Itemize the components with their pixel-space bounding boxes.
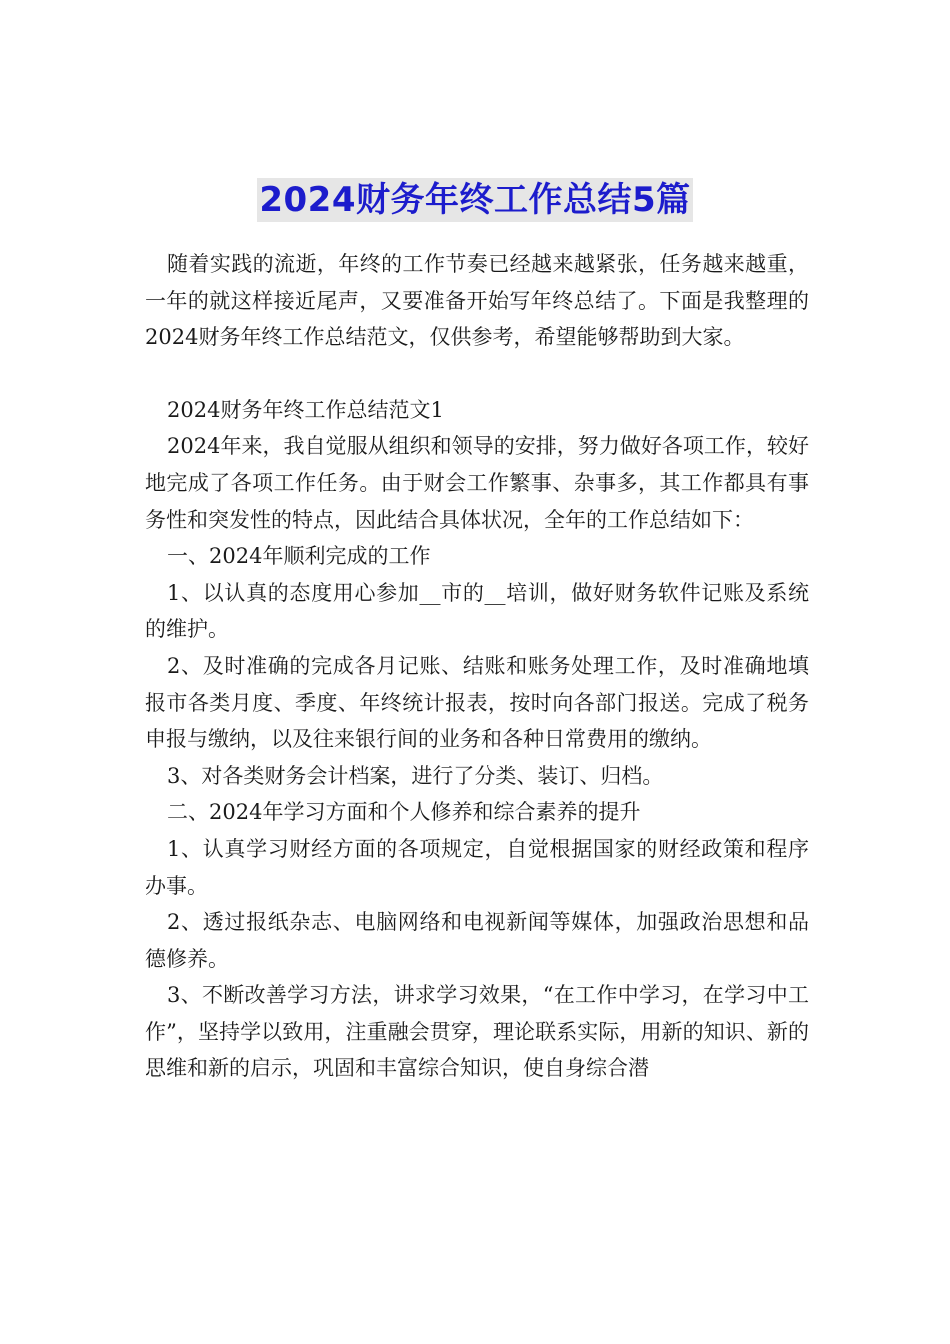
part1-heading: 一、2024年顺利完成的工作 <box>167 544 431 569</box>
document-title: 2024财务年终工作总结5篇 <box>259 180 691 220</box>
part1-item-2: 2、及时准确的完成各月记账、结账和账务处理工作，及时准确地填报市各类月度、季度、年终统计报表，按时向各部门报送。完成了税务申报与缴纳，以及往来银行间的业务和各种日常费用的缴纳。 <box>145 653 809 752</box>
part1-item-3: 3、对各类财务会计档案，进行了分类、装订、归档。 <box>167 763 664 788</box>
paragraph-spacer <box>145 356 809 392</box>
intro-paragraph: 随着实践的流逝，年终的工作节奏已经越来越紧张，任务越来越重，一年的就这样接近尾声，又要准备开始写年终总结了。下面是我整理的2024财务年终工作总结范文，仅供参考，希望能够帮助到大家。 <box>145 252 809 350</box>
document-body <box>145 246 809 1087</box>
part1-item-1: 1、以认真的态度用心参加__市的__培训，做好财务软件记账及系统的维护。 <box>145 580 809 642</box>
part2-item-2: 2、透过报纸杂志、电脑网络和电视新闻等媒体，加强政治思想和品德修养。 <box>145 910 809 971</box>
part2-item-3: 3、不断改善学习方法，讲求学习效果，“在工作中学习，在学习中工作”，坚持学以致用，注重融会贯穿，理论联系实际，用新的知识、新的思维和新的启示，巩固和丰富综合知识，使自身综合潜 <box>145 983 809 1081</box>
part2-heading: 二、2024年学习方面和个人修养和综合素养的提升 <box>167 800 641 825</box>
part2-item-1: 1、认真学习财经方面的各项规定，自觉根据国家的财经政策和程序办事。 <box>145 836 809 898</box>
title-container <box>0 178 950 222</box>
section-heading: 2024财务年终工作总结范文1 <box>167 397 444 422</box>
opening-paragraph: 2024年来，我自觉服从组织和领导的安排，努力做好各项工作，较好地完成了各项工作任务。由于财会工作繁事、杂事多，其工作都具有事务性和突发性的特点，因此结合具体状况，全年的工作总结如下： <box>145 434 809 532</box>
